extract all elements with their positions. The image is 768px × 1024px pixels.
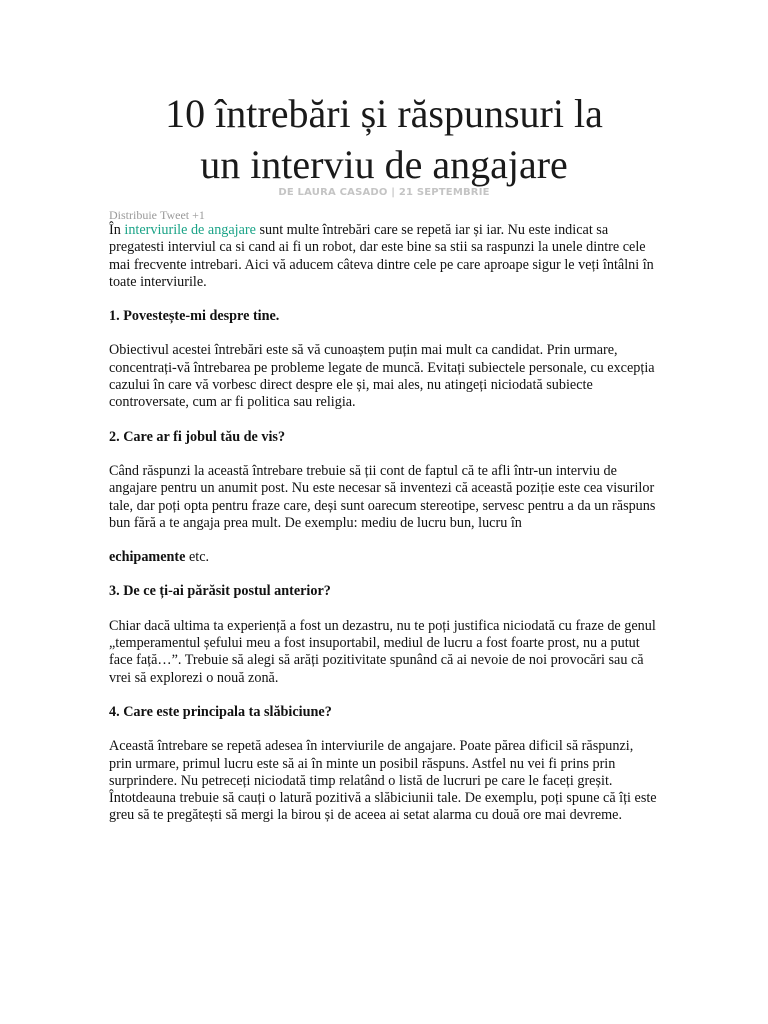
plus-one-button[interactable]: +1	[192, 208, 205, 222]
page-title	[109, 88, 659, 190]
bold-word: echipamente	[109, 549, 186, 566]
share-bar	[109, 208, 659, 222]
question-heading-3: 3. De ce ți-ai părăsit postul anterior?	[109, 583, 331, 600]
interviews-link[interactable]: interviurile de angajare	[124, 222, 256, 238]
intro-prefix: În	[109, 222, 125, 238]
answer-paragraph-3: Chiar dacă ultima ta experiență a fost un dezastru, nu te poți justifica niciodată cu fraze de genul „temperamentul șefului meu a fost insuportabil, mediul de lucru a fost foarte prost, nu a putut face față…”. Trebuie să alegi să arăți pozitivitate spunând că ai nevoie de noi provocări sau că vrei să explorezi o nouă zonă.	[109, 617, 656, 686]
answer-paragraph-4: Această întrebare se repetă adesea în interviurile de angajare. Poate părea dificil să răspunzi, prin urmare, primul lucru este să ai în minte un posibil răspuns. Astfel nu vei fi prins prin surprindere. Nu petreceți niciodată timp relatând o listă de lucruri pe care le faceți greșit. Întotdeauna trebuie să cauți o latură pozitivă a slăbiciunii tale. De exemplu, poți spune că îți este greu să te pregătești să mergi la birou și de aceea ai setat alarma cu două ore mai devreme.	[109, 738, 657, 824]
answer-paragraph-2-tail	[109, 549, 659, 566]
title-line-2: un interviu de angajare	[200, 142, 568, 187]
intro-paragraph	[109, 222, 659, 291]
question-heading-1: 1. Povestește-mi despre tine.	[109, 308, 280, 325]
answer-paragraph-1: Obiectivul acestei întrebări este să vă cunoaștem puțin mai mult ca candidat. Prin urmare, concentrați-vă întrebarea pe probleme legate de muncă. Evitați subiectele personale, cu excepția cazului în care vă vorbesc direct despre ele și, mai ales, nu atingeți niciodată subiecte controversate, cum ar fi politica sau religia.	[109, 342, 655, 411]
tail-text: etc.	[185, 549, 210, 566]
article	[109, 88, 659, 825]
intro-text: sunt multe întrebări care se repetă iar și iar. Nu este indicat sa pregatesti interviul ca si cand ai fi un robot, dar este bine sa stii sa raspunzi la unele dintre cele mai frecvente intrebari. Aici vă aducem câteva dintre cele pe care aproape sigur le veți întâlni în toate interviurile.	[109, 222, 654, 290]
tweet-button[interactable]: Tweet	[160, 208, 190, 222]
question-heading-4: 4. Care este principala ta slăbiciune?	[109, 703, 332, 720]
share-button[interactable]: Distribuie	[109, 208, 157, 222]
title-line-1: 10 întrebări și răspunsuri la	[165, 91, 603, 136]
question-heading-2: 2. Care ar fi jobul tău de vis?	[109, 428, 286, 445]
answer-paragraph-2: Când răspunzi la această întrebare trebuie să ții cont de faptul că te afli într-un interviu de angajare pentru un anumit post. Nu este necesar să inventezi că această poziție este cea visurilor tale, dar poți opta pentru fraze care, deși sunt oarecum stereotipe, servesc pentru a da un răspuns bun fără a te angaja prea mult. De exemplu: mediu de lucru bun, lucru în	[109, 462, 656, 531]
byline: DE LAURA CASADO | 21 SEPTEMBRIE	[278, 187, 490, 198]
